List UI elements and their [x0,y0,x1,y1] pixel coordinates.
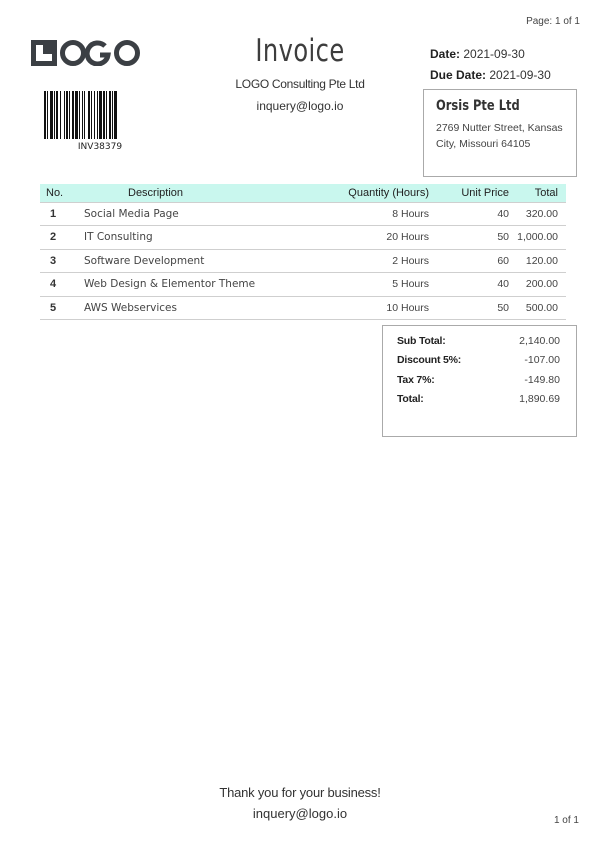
company-name: LOGO Consulting Pte Ltd [235,77,365,91]
page-indicator-top: Page: 1 of 1 [526,16,580,27]
discount-label: Discount 5%: [397,354,462,367]
bill-to-box [423,89,577,177]
row-unit-price: 40 [433,273,509,297]
subtotal-value: 2,140.00 [519,334,560,347]
header-total: Total [534,186,558,199]
company-logo [31,40,141,66]
tax-value: -149.80 [524,373,560,386]
header-no: No. [46,186,64,199]
row-unit-price: 50 [433,296,509,320]
document-title: Invoice [255,33,345,69]
table-row [40,249,566,273]
header-unit-price: Unit Price [461,186,509,199]
barcode [44,91,156,152]
client-address-line2: City, Missouri 64105 [436,138,531,150]
table-row [40,202,566,226]
line-items-table [40,184,566,320]
client-address [436,120,564,152]
row-number: 5 [40,296,78,320]
client-address-line1: 2769 Nutter Street, Kansas [436,122,563,134]
row-unit-price: 50 [433,226,509,250]
invoice-date-row [430,47,551,68]
row-quantity: 20 Hours [283,226,433,250]
subtotal-label: Sub Total: [397,334,446,347]
tax-label: Tax 7%: [397,373,435,386]
row-total: 200.00 [509,273,566,297]
totals-box [382,325,577,437]
table-row [40,273,566,297]
total-value: 1,890.69 [519,393,560,406]
due-date-label: Due Date: [430,68,487,82]
invoice-dates [430,47,551,89]
tax-row [397,370,560,390]
header-description: Description [128,186,184,199]
date-label: Date: [430,47,461,61]
row-number: 4 [40,273,78,297]
due-date-value: 2021-09-30 [489,68,551,82]
row-number: 3 [40,249,78,273]
due-date-row [430,68,551,89]
barcode-number: INV38379 [77,142,123,152]
row-number: 2 [40,226,78,250]
logo-mark-icon [31,40,141,66]
discount-row [397,351,560,371]
row-quantity: 5 Hours [283,273,433,297]
row-description: Social Media Page [78,202,283,226]
table-header-row [40,184,566,202]
table-row [40,226,566,250]
total-row [397,390,560,410]
page-indicator-bottom: 1 of 1 [553,815,579,826]
thank-you-message: Thank you for your business! [219,785,381,800]
discount-value: -107.00 [524,354,560,367]
row-number: 1 [40,202,78,226]
total-label: Total: [397,393,424,406]
row-total: 120.00 [509,249,566,273]
row-description: Web Design & Elementor Theme [78,273,283,297]
row-quantity: 8 Hours [283,202,433,226]
subtotal-row [397,331,560,351]
client-name: Orsis Pte Ltd [436,98,520,114]
row-total: 1,000.00 [509,226,566,250]
row-unit-price: 60 [433,249,509,273]
row-quantity: 2 Hours [283,249,433,273]
date-value: 2021-09-30 [463,47,525,61]
header-quantity: Quantity (Hours) [348,186,429,199]
footer-email: inquery@logo.io [252,806,348,821]
row-quantity: 10 Hours [283,296,433,320]
row-total: 500.00 [509,296,566,320]
row-description: AWS Webservices [78,296,283,320]
row-description: Software Development [78,249,283,273]
row-total: 320.00 [509,202,566,226]
barcode-image [44,91,156,139]
row-description: IT Consulting [78,226,283,250]
row-unit-price: 40 [433,202,509,226]
company-email: inquery@logo.io [256,99,344,113]
table-row [40,296,566,320]
